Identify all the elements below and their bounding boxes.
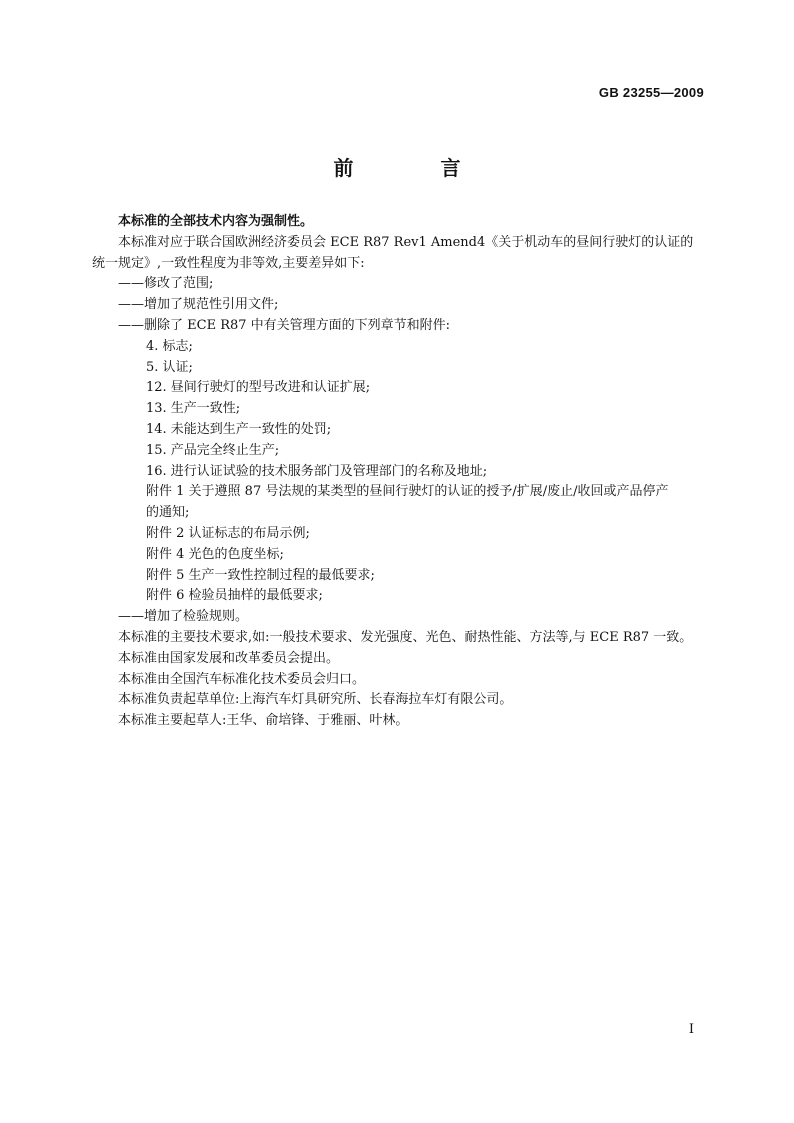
paragraph-correspondence-line1: 本标准对应于联合国欧洲经济委员会 ECE R87 Rev1 Amend4《关于机动车的昼间行驶灯的认证的: [118, 234, 694, 250]
deleted-section-item: 12. 昼间行驶灯的型号改进和认证扩展;: [146, 380, 371, 396]
difference-item: ——修改了范围;: [118, 276, 214, 292]
paragraph-technical-requirements: 本标准的主要技术要求,如:一般技术要求、发光强度、光色、耐热性能、方法等,与 ECE R87 一致。: [118, 629, 693, 645]
difference-item: ——增加了规范性引用文件;: [118, 297, 279, 313]
standard-code: GB 23255—2009: [598, 85, 704, 100]
paragraph-correspondence-line2: 统一规定》,一致性程度为非等效,主要差异如下:: [92, 255, 365, 271]
deleted-section-item: 4. 标志;: [146, 338, 193, 354]
deleted-annex-item: 附件 5 生产一致性控制过程的最低要求;: [146, 567, 375, 583]
deleted-section-item: 16. 进行认证试验的技术服务部门及管理部门的名称及地址;: [146, 463, 488, 479]
paragraph-drafting-units: 本标准负责起草单位:上海汽车灯具研究所、长春海拉车灯有限公司。: [118, 692, 513, 708]
foreword-body: [92, 212, 706, 732]
deleted-annex-item-line2: 的通知;: [146, 505, 190, 521]
deleted-section-item: 5. 认证;: [146, 359, 193, 375]
page-number: I: [688, 1022, 694, 1037]
paragraph-mandatory: 本标准的全部技术内容为强制性。: [118, 214, 314, 229]
paragraph-committee: 本标准由全国汽车标准化技术委员会归口。: [118, 671, 366, 687]
paragraph-proposer: 本标准由国家发展和改革委员会提出。: [118, 650, 340, 666]
deleted-section-item: 13. 生产一致性;: [146, 401, 241, 417]
deleted-annex-item-line1: 附件 1 关于遵照 87 号法规的某类型的昼间行驶灯的认证的授予/扩展/废止/收回或产品停产: [146, 484, 669, 500]
page-title: 前 言: [333, 156, 501, 180]
difference-item: ——增加了检验规则。: [118, 609, 249, 625]
deleted-section-item: 15. 产品完全终止生产;: [146, 442, 280, 458]
deleted-annex-item: 附件 6 检验员抽样的最低要求;: [146, 588, 323, 604]
deleted-annex-item: 附件 4 光色的色度坐标;: [146, 546, 284, 562]
deleted-section-item: 14. 未能达到生产一致性的处罚;: [146, 421, 332, 437]
deleted-annex-item: 附件 2 认证标志的布局示例;: [146, 525, 310, 541]
paragraph-drafters: 本标准主要起草人:王华、俞培锋、于雅丽、叶林。: [118, 713, 409, 729]
difference-item: ——删除了 ECE R87 中有关管理方面的下列章节和附件:: [118, 317, 451, 333]
